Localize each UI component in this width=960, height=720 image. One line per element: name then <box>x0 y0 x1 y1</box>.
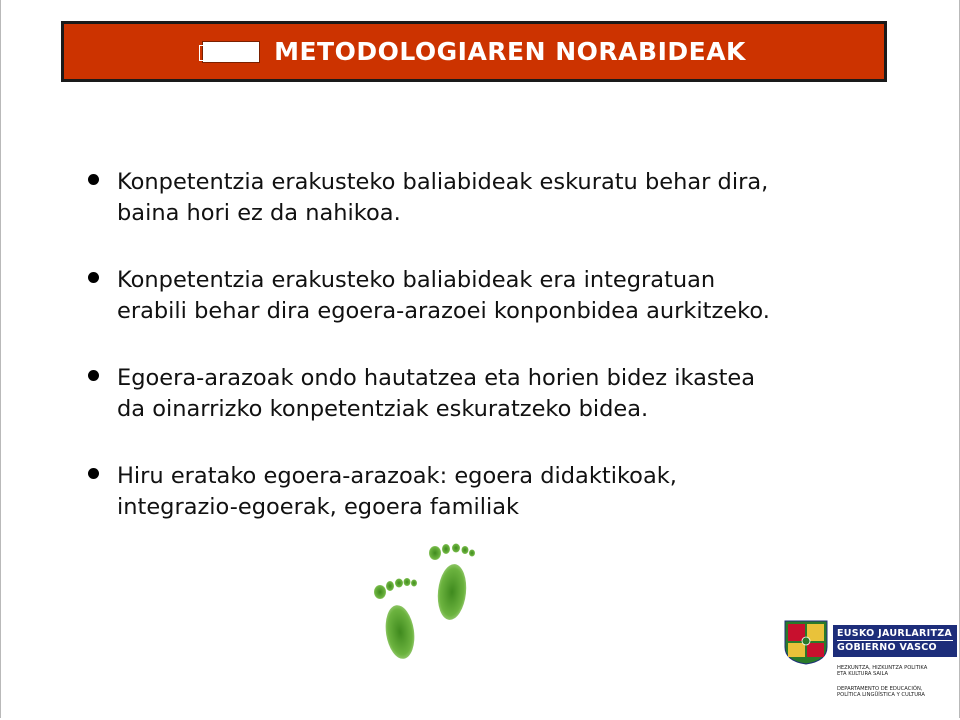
bullet-icon <box>88 370 99 381</box>
logo-department-es: DEPARTAMENTO DE EDUCACIÓN, POLÍTICA LINGÜÍSTICA Y CULTURA <box>837 686 925 698</box>
bullet-text: Hiru eratako egoera-arazoak: egoera didaktikoak, integrazio-egoerak, egoera familiak <box>117 463 677 520</box>
bullet-text: Konpetentzia erakusteko baliabideak eskuratu behar dira, baina hori ez da nahikoa. <box>117 169 769 226</box>
bullet-icon <box>88 468 99 479</box>
bullet-text: Egoera-arazoak ondo hautatzea eta horien bidez ikastea da oinarrizko konpetentziak eskuratzeko bidea. <box>117 365 756 422</box>
slide-title-bar <box>61 21 887 82</box>
basque-government-logo <box>778 617 960 717</box>
footprints-image <box>350 540 510 670</box>
bullet-item <box>88 265 908 327</box>
bullet-item <box>88 461 908 523</box>
basque-government-shield-icon <box>782 619 830 665</box>
logo-divider <box>837 640 953 641</box>
bullet-item <box>88 363 908 425</box>
logo-title-eu: EUSKO JAURLARITZA <box>837 628 953 639</box>
logo-department-eu: HEZKUNTZA, HIZKUNTZA POLITIKA ETA KULTURA SAILA <box>837 665 928 677</box>
bullet-text: Konpetentzia erakusteko baliabideak era integratuan erabili behar dira egoera-arazoei konponbidea aurkitzeko. <box>117 267 770 324</box>
title-decoration-icon <box>202 41 260 63</box>
logo-band <box>833 625 957 657</box>
slide-title: METODOLOGIAREN NORABIDEAK <box>274 37 746 66</box>
bullet-icon <box>88 174 99 185</box>
logo-title-es: GOBIERNO VASCO <box>837 642 937 653</box>
right-footprint-icon <box>429 544 475 622</box>
bullet-icon <box>88 272 99 283</box>
bullet-list <box>88 167 908 559</box>
bullet-item <box>88 167 908 229</box>
left-footprint-icon <box>374 578 418 661</box>
